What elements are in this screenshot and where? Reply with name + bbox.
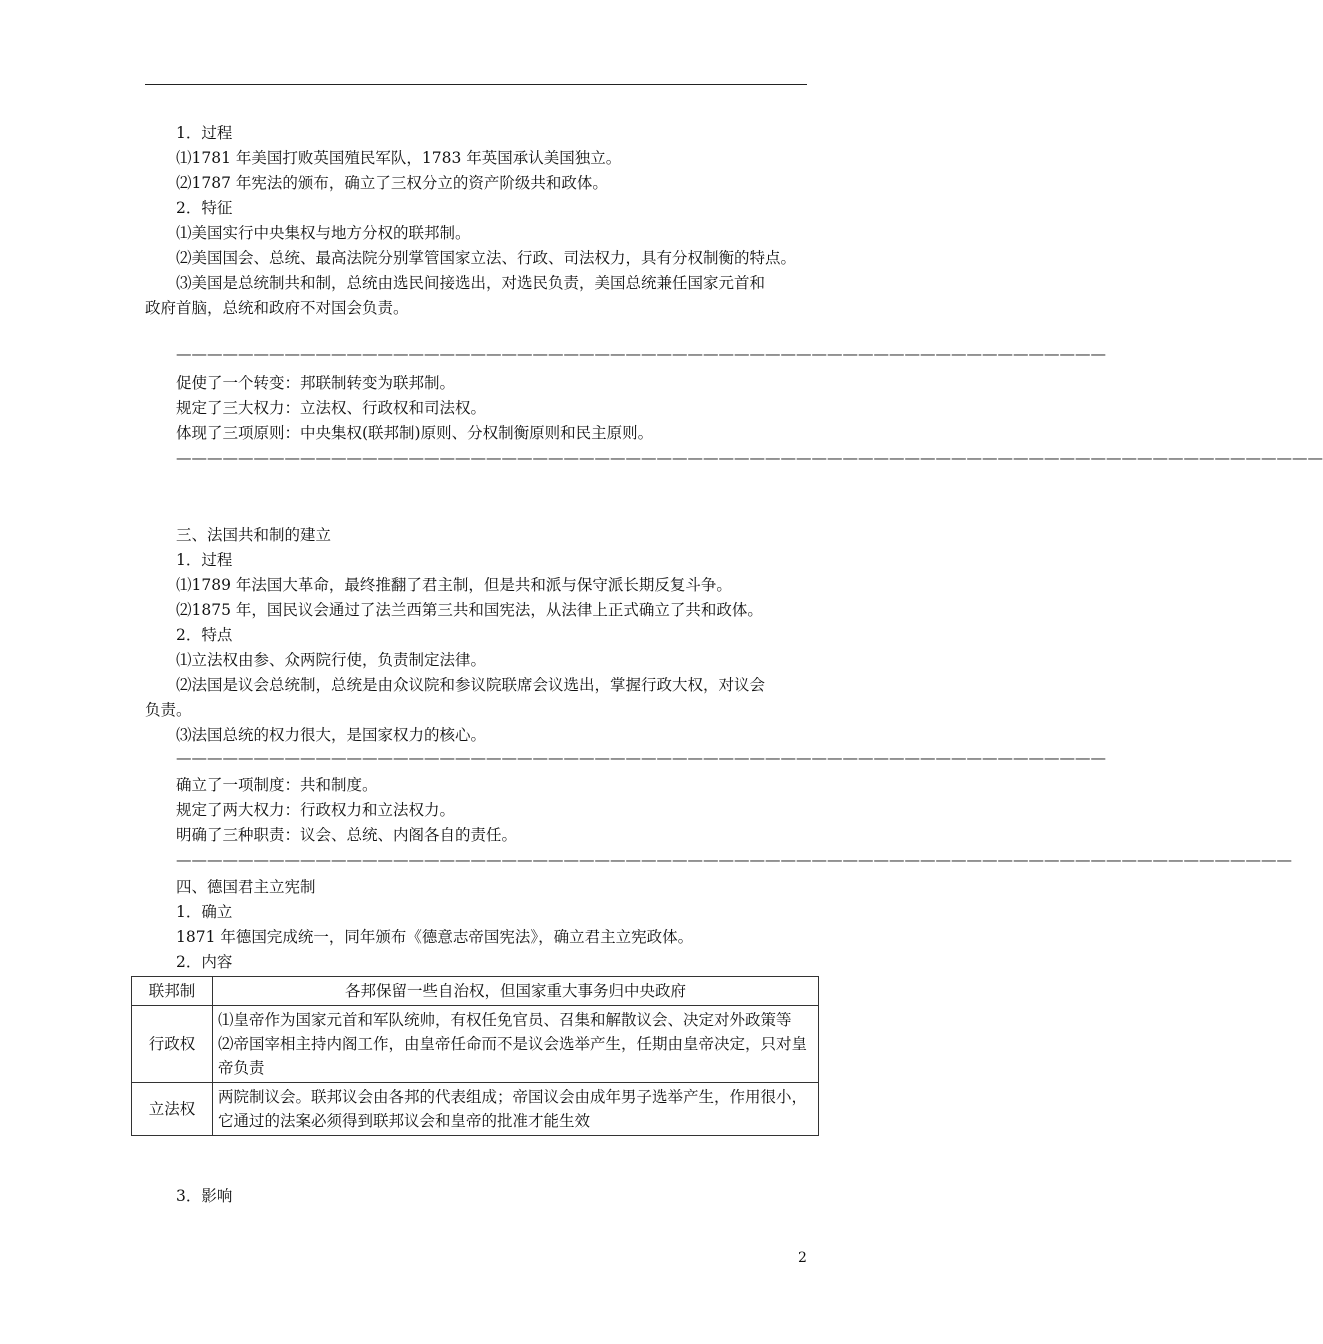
us-summary-2: 规定了三大权力：立法权、行政权和司法权。 [176,399,487,417]
de-heading-impact: 3．影响 [176,1187,233,1205]
us-feature-3b: 政府首脑，总统和政府不对国会负责。 [145,299,409,317]
divider-line: ———————————————————————————————————————————————————————————— [176,345,1106,363]
table-key-legislative: 立法权 [132,1083,213,1136]
table-val-legislative: 两院制议会。联邦议会由各邦的代表组成；帝国议会由成年男子选举产生，作用很小，它通过的法案必须得到联邦议会和皇帝的批准才能生效 [213,1083,819,1136]
de-establish-text: 1871 年德国完成统一，同年颁布《德意志帝国宪法》，确立君主立宪政体。 [176,928,694,946]
fr-process-2: ⑵1875 年，国民议会通过了法兰西第三共和国宪法，从法律上正式确立了共和政体。 [176,601,763,619]
fr-heading-process: 1．过程 [176,551,233,569]
us-feature-1: ⑴美国实行中央集权与地方分权的联邦制。 [176,224,471,242]
us-heading-feature: 2．特征 [176,199,233,217]
fr-summary-3: 明确了三种职责：议会、总统、内阁各自的责任。 [176,826,518,844]
us-heading-process: 1．过程 [176,124,233,142]
table-val-executive [213,1006,819,1083]
us-process-2: ⑵1787 年宪法的颁布，确立了三权分立的资产阶级共和政体。 [176,174,608,192]
divider-line: ———————————————————————————————————————————————————————————————————————— [176,851,1292,869]
fr-heading-feature: 2．特点 [176,626,233,644]
fr-feature-2a: ⑵法国是议会总统制，总统是由众议院和参议院联席会议选出，掌握行政大权，对议会 [176,676,766,694]
de-section-title: 四、德国君主立宪制 [176,878,316,896]
divider-line: —————————————————————————————————————————————————————————————————————————— [176,449,1323,467]
table-row [132,977,819,1006]
us-summary-1: 促使了一个转变：邦联制转变为联邦制。 [176,374,456,392]
fr-feature-1: ⑴立法权由参、众两院行使，负责制定法律。 [176,651,487,669]
table-row [132,1006,819,1083]
fr-summary-1: 确立了一项制度：共和制度。 [176,776,378,794]
table-key-executive: 行政权 [132,1006,213,1083]
us-feature-2: ⑵美国国会、总统、最高法院分别掌管国家立法、行政、司法权力，具有分权制衡的特点。 [176,249,797,267]
page-number: 2 [798,1250,807,1266]
fr-section-title: 三、法国共和制的建立 [176,526,332,544]
executive-item-1: ⑴皇帝作为国家元首和军队统帅，有权任免官员、召集和解散议会、决定对外政策等 [218,1011,792,1029]
fr-feature-2b: 负责。 [145,701,192,719]
us-feature-3a: ⑶美国是总统制共和制，总统由选民间接选出，对选民负责，美国总统兼任国家元首和 [176,274,766,292]
fr-summary-2: 规定了两大权力：行政权力和立法权力。 [176,801,456,819]
fr-feature-3: ⑶法国总统的权力很大，是国家权力的核心。 [176,726,487,744]
table-row [132,1083,819,1136]
constitution-table [131,976,819,1136]
table-val-federal: 各邦保留一些自治权，但国家重大事务归中央政府 [213,977,819,1006]
table-key-federal: 联邦制 [132,977,213,1006]
de-heading-content: 2．内容 [176,953,233,971]
de-heading-establish: 1．确立 [176,903,233,921]
executive-item-2: ⑵帝国宰相主持内阁工作，由皇帝任命而不是议会选举产生，任期由皇帝决定，只对皇帝负责 [218,1035,808,1077]
us-process-1: ⑴1781 年美国打败英国殖民军队，1783 年英国承认美国独立。 [176,149,622,167]
header-rule [145,84,807,85]
divider-line: ———————————————————————————————————————————————————————————— [176,749,1106,767]
us-summary-3: 体现了三项原则：中央集权(联邦制)原则、分权制衡原则和民主原则。 [176,424,654,442]
fr-process-1: ⑴1789 年法国大革命，最终推翻了君主制，但是共和派与保守派长期反复斗争。 [176,576,732,594]
